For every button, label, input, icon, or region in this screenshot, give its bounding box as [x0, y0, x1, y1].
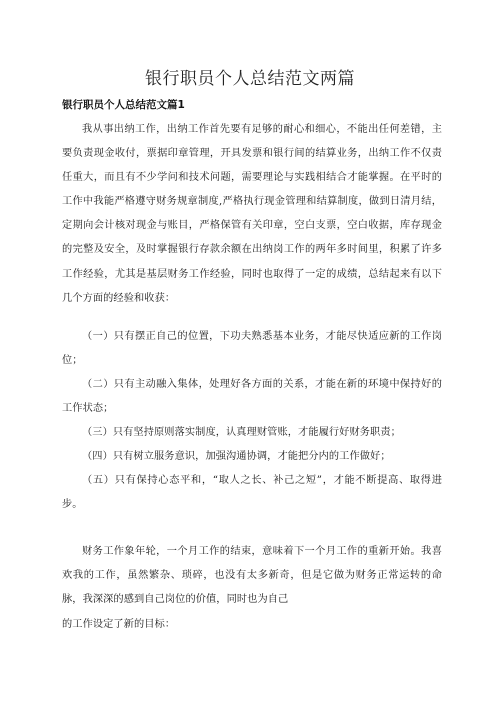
- paragraph-point-5: （五）只有保持心态平和，“取人之长、补己之短”，才能不断提高、取得进步。: [62, 475, 442, 511]
- document-title: 银行职员个人总结范文两篇: [145, 69, 355, 89]
- paragraph-point-1: （一）只有摆正自己的位置，下功夫熟悉基本业务，才能尽快适应新的工作岗位；: [62, 331, 442, 367]
- section-heading: 银行职员个人总结范文篇1: [62, 99, 185, 111]
- paragraph-goal-lead: 的工作设定了新的目标：: [62, 619, 176, 630]
- paragraph-reflection: 财务工作象年轮，一个月工作的结束，意味着下一个月工作的重新开始。我喜欢我的工作，虽然繁杂、琐碎，也没有太多新奇，但是它做为财务正常运转的命脉，我深深的感到自己岗位的价值，同时也为自己: [62, 546, 442, 606]
- paragraph-point-3: （三）只有坚持原则落实制度，认真理财管账，才能履行好财务职责；: [82, 427, 401, 438]
- paragraph-intro: 我从事出纳工作，出纳工作首先要有足够的耐心和细心，不能出任何差错，主要负责现金收付，票据印章管理，开具发票和银行间的结算业务，出纳工作不仅责任重大，而且有不少学问和技术问题，需要理论与实践相结合才能掌握。在平时的工作中我能严格遵守财务规章制度,严格执行现金管理和结算制度，做到日清月结，定期向会计核对现金与账目，严格保管有关印章，空白支票，空白收据，库存现金的完整及安全，及时掌握银行存款余额在出纳岗工作的两年多时间里，积累了许多工作经验，尤其是基层财务工作经验，同时也取得了一定的成绩，总结起来有以下几个方面的经验和收获：: [62, 124, 442, 304]
- paragraph-point-4: （四）只有树立服务意识，加强沟通协调，才能把分内的工作做好；: [82, 451, 391, 462]
- paragraph-point-2: （二）只有主动融入集体，处理好各方面的关系，才能在新的环境中保持好的工作状态；: [62, 379, 442, 415]
